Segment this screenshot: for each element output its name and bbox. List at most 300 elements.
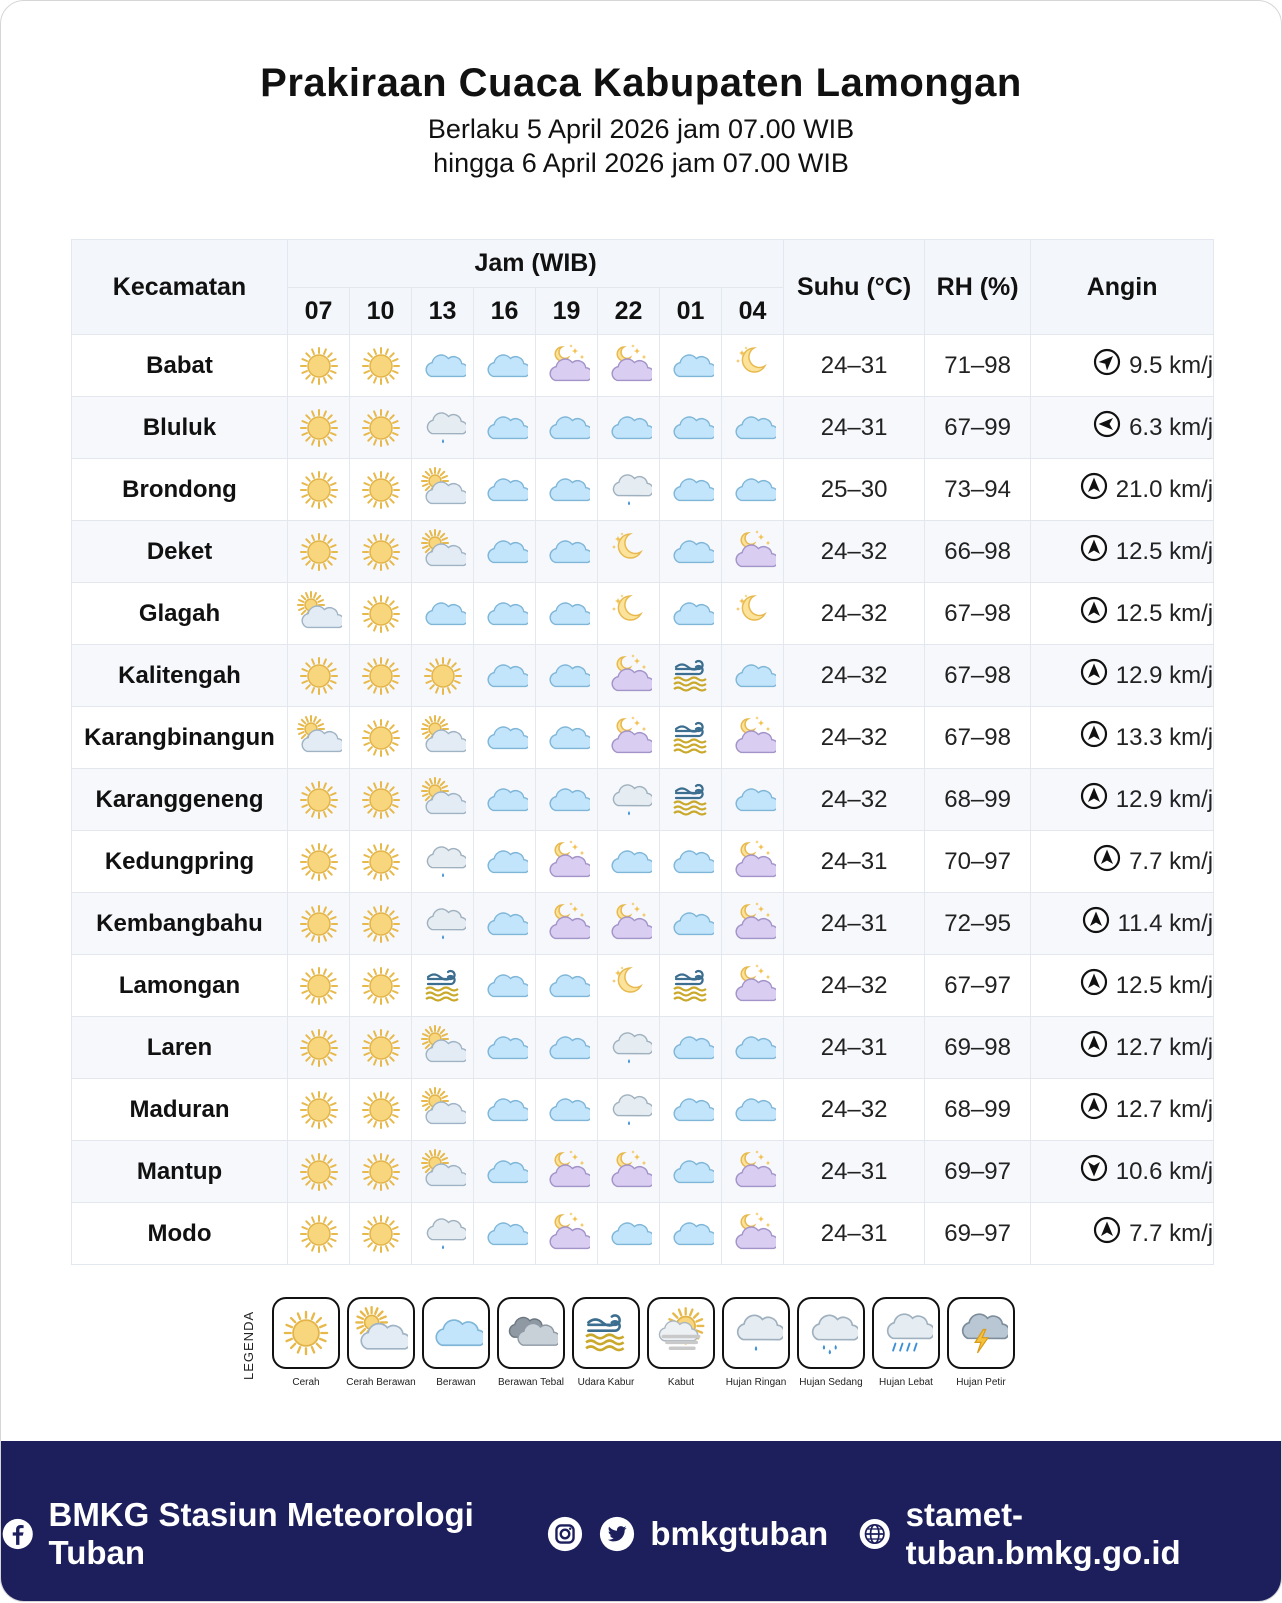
temperature-range: 25–30 (784, 459, 925, 521)
north-arrow-icon (1080, 596, 1108, 631)
cloud-icon (660, 901, 721, 947)
sun-icon (350, 1149, 411, 1195)
sun-icon (288, 1025, 349, 1071)
forecast-cell (536, 335, 598, 397)
light-rain-icon (412, 901, 473, 947)
cloud-icon (474, 1025, 535, 1071)
humidity-range: 68–99 (925, 1079, 1031, 1141)
forecast-cell (722, 1203, 784, 1265)
forecast-cell (536, 707, 598, 769)
moon-cloud-icon (722, 529, 783, 575)
cloud-icon (536, 405, 597, 451)
wind-speed: 7.7 km/j (1129, 1219, 1214, 1247)
globe-icon (858, 1515, 891, 1553)
forecast-cell (474, 335, 536, 397)
humidity-range: 69–97 (925, 1141, 1031, 1203)
hour-header: 19 (536, 288, 598, 335)
sun-icon (288, 1087, 349, 1133)
moon-cloud-icon (722, 901, 783, 947)
forecast-cell (412, 769, 474, 831)
moon-cloud-icon (536, 1211, 597, 1257)
north-arrow-icon (1093, 1216, 1121, 1251)
forecast-cell (660, 831, 722, 893)
forecast-cell (536, 831, 598, 893)
table-row (72, 521, 1214, 583)
forecast-cell (288, 893, 350, 955)
district-name: Kalitengah (72, 645, 288, 707)
legend-item (869, 1297, 943, 1388)
sun-icon (350, 777, 411, 823)
forecast-cell (474, 707, 536, 769)
moon-icon (598, 591, 659, 637)
valid-from: Berlaku 5 April 2026 jam 07.00 WIB (427, 114, 855, 144)
wind-cell (1031, 583, 1214, 645)
wind-cell (1031, 1017, 1214, 1079)
forecast-cell (288, 1141, 350, 1203)
forecast-cell (412, 1141, 474, 1203)
header-district: Kecamatan (72, 240, 288, 335)
moderate-rain-icon (797, 1297, 865, 1369)
forecast-cell (598, 1017, 660, 1079)
northeast-arrow-icon (1093, 348, 1121, 383)
cloud-icon (474, 343, 535, 389)
forecast-cell (722, 955, 784, 1017)
sun-icon (350, 467, 411, 513)
forecast-cell (660, 1079, 722, 1141)
forecast-cell (722, 1079, 784, 1141)
forecast-cell (350, 1141, 412, 1203)
legend-item (344, 1297, 418, 1388)
cloud-icon (660, 467, 721, 513)
moon-icon (722, 343, 783, 389)
legend-item (494, 1297, 568, 1388)
forecast-cell (474, 521, 536, 583)
wind-speed: 13.3 km/j (1115, 723, 1214, 751)
forecast-cell (350, 769, 412, 831)
forecast-cell (660, 893, 722, 955)
sun-icon (288, 777, 349, 823)
cloud-icon (660, 405, 721, 451)
wind-speed: 12.5 km/j (1115, 971, 1214, 999)
table-row (72, 459, 1214, 521)
hour-header: 16 (474, 288, 536, 335)
wind-cell (1031, 769, 1214, 831)
forecast-cell (536, 583, 598, 645)
sun-cloud-icon (412, 1025, 473, 1071)
forecast-cell (536, 1079, 598, 1141)
forecast-cell (722, 1017, 784, 1079)
wind-speed: 21.0 km/j (1115, 475, 1214, 503)
forecast-cell (350, 459, 412, 521)
cloud-icon (474, 653, 535, 699)
forecast-cell (412, 583, 474, 645)
cloud-icon (536, 963, 597, 1009)
forecast-cell (474, 645, 536, 707)
hour-header: 22 (598, 288, 660, 335)
forecast-cell (536, 645, 598, 707)
sun-icon (350, 715, 411, 761)
legend-item (944, 1297, 1018, 1388)
cloud-icon (660, 343, 721, 389)
forecast-cell (412, 1079, 474, 1141)
forecast-cell (722, 1141, 784, 1203)
haze-icon (412, 963, 473, 1009)
haze-icon (660, 777, 721, 823)
north-arrow-icon (1093, 844, 1121, 879)
forecast-cell (288, 1203, 350, 1265)
sun-icon (288, 405, 349, 451)
wind-cell (1031, 335, 1214, 397)
cloud-icon (536, 467, 597, 513)
cloud-icon (474, 777, 535, 823)
forecast-cell (412, 335, 474, 397)
humidity-range: 67–98 (925, 645, 1031, 707)
forecast-cell (474, 1141, 536, 1203)
forecast-cell (660, 955, 722, 1017)
district-name: Karangbinangun (72, 707, 288, 769)
humidity-range: 72–95 (925, 893, 1031, 955)
footer-social-text: bmkgtuban (650, 1515, 829, 1552)
temperature-range: 24–32 (784, 769, 925, 831)
forecast-cell (288, 707, 350, 769)
cloud-icon (722, 653, 783, 699)
forecast-cell (536, 1017, 598, 1079)
cloud-icon (474, 405, 535, 451)
sun-icon (288, 1211, 349, 1257)
forecast-cell (288, 583, 350, 645)
footer (1, 1441, 1281, 1601)
forecast-cell (660, 1203, 722, 1265)
cloud-icon (474, 963, 535, 1009)
district-name: Kembangbahu (72, 893, 288, 955)
north-arrow-icon (1080, 1030, 1108, 1065)
cloud-icon (474, 1087, 535, 1133)
sun-icon (350, 343, 411, 389)
table-row (72, 955, 1214, 1017)
table-row (72, 1079, 1214, 1141)
facebook-icon (1, 1515, 34, 1553)
forecast-cell (660, 1141, 722, 1203)
hour-header: 07 (288, 288, 350, 335)
cloud-icon (722, 405, 783, 451)
heavy-rain-icon (872, 1297, 940, 1369)
sun-icon (350, 405, 411, 451)
forecast-cell (536, 769, 598, 831)
table-row (72, 831, 1214, 893)
moon-icon (722, 591, 783, 637)
forecast-cell (288, 335, 350, 397)
wind-speed: 12.5 km/j (1115, 537, 1214, 565)
cloud-icon (474, 467, 535, 513)
cloud-icon (536, 715, 597, 761)
forecast-cell (722, 707, 784, 769)
forecast-cell (412, 645, 474, 707)
forecast-cell (288, 1079, 350, 1141)
fog-icon (647, 1297, 715, 1369)
header-wind: Angin (1031, 240, 1214, 335)
cloud-icon (598, 1211, 659, 1257)
temperature-range: 24–31 (784, 1141, 925, 1203)
sun-icon (350, 963, 411, 1009)
wind-speed: 7.7 km/j (1129, 847, 1214, 875)
table-row (72, 1203, 1214, 1265)
temperature-range: 24–32 (784, 955, 925, 1017)
legend-title: LEGENDA (241, 1310, 256, 1380)
sun-cloud-icon (412, 1149, 473, 1195)
table-row (72, 397, 1214, 459)
forecast-cell (412, 1017, 474, 1079)
cloud-icon (412, 591, 473, 637)
legend-label: Hujan Ringan (725, 1377, 787, 1388)
light-rain-icon (412, 1211, 473, 1257)
forecast-cell (598, 1079, 660, 1141)
header-rh: RH (%) (925, 240, 1031, 335)
light-rain-icon (598, 777, 659, 823)
forecast-cell (350, 1079, 412, 1141)
temperature-range: 24–31 (784, 1017, 925, 1079)
temperature-range: 24–31 (784, 831, 925, 893)
forecast-cell (598, 1203, 660, 1265)
forecast-cell (660, 459, 722, 521)
forecast-cell (474, 893, 536, 955)
sun-cloud-icon (412, 467, 473, 513)
wind-speed: 6.3 km/j (1129, 413, 1214, 441)
humidity-range: 70–97 (925, 831, 1031, 893)
instagram-icon (546, 1515, 584, 1553)
temperature-range: 24–32 (784, 707, 925, 769)
footer-facebook-text: BMKG Stasiun Meteorologi Tuban (48, 1496, 474, 1571)
sun-cloud-icon (412, 1087, 473, 1133)
forecast-cell (350, 707, 412, 769)
forecast-cell (350, 335, 412, 397)
cloud-icon (422, 1297, 490, 1369)
legend-item (569, 1297, 643, 1388)
forecast-cell (660, 645, 722, 707)
thunderstorm-icon (947, 1297, 1015, 1369)
cloud-icon (660, 1211, 721, 1257)
forecast-cell (412, 521, 474, 583)
wind-cell (1031, 707, 1214, 769)
north-arrow-icon (1080, 472, 1108, 507)
hour-header: 04 (722, 288, 784, 335)
footer-social[interactable] (546, 1515, 828, 1553)
haze-icon (660, 963, 721, 1009)
wind-speed: 12.9 km/j (1115, 661, 1214, 689)
moon-cloud-icon (536, 1149, 597, 1195)
cloud-icon (536, 653, 597, 699)
forecast-cell (660, 769, 722, 831)
table-row (72, 335, 1214, 397)
cloud-icon (598, 405, 659, 451)
header-temp: Suhu (°C) (784, 240, 925, 335)
table-row (72, 1017, 1214, 1079)
sun-icon (412, 653, 473, 699)
sun-icon (272, 1297, 340, 1369)
legend-item (269, 1297, 343, 1388)
wind-speed: 12.5 km/j (1115, 599, 1214, 627)
district-name: Kedungpring (72, 831, 288, 893)
forecast-cell (474, 583, 536, 645)
forecast-cell (722, 769, 784, 831)
north-arrow-icon (1080, 658, 1108, 693)
forecast-cell (474, 831, 536, 893)
forecast-cell (350, 397, 412, 459)
forecast-cell (598, 521, 660, 583)
forecast-cell (474, 1017, 536, 1079)
forecast-cell (474, 769, 536, 831)
moon-cloud-icon (598, 1149, 659, 1195)
district-name: Karanggeneng (72, 769, 288, 831)
header (1, 61, 1281, 180)
table-row (72, 707, 1214, 769)
moon-cloud-icon (598, 901, 659, 947)
table-row (72, 583, 1214, 645)
legend-label: Berawan Tebal (498, 1377, 564, 1388)
sun-cloud-icon (347, 1297, 415, 1369)
humidity-range: 66–98 (925, 521, 1031, 583)
temperature-range: 24–32 (784, 1079, 925, 1141)
forecast-cell (288, 955, 350, 1017)
legend-label: Berawan (436, 1377, 476, 1388)
temperature-range: 24–31 (784, 1203, 925, 1265)
cloud-icon (536, 777, 597, 823)
forecast-cell (350, 521, 412, 583)
forecast-cell (598, 769, 660, 831)
sun-icon (350, 1211, 411, 1257)
district-name: Brondong (72, 459, 288, 521)
forecast-cell (598, 583, 660, 645)
moon-icon (598, 963, 659, 1009)
twitter-icon (598, 1515, 636, 1553)
cloud-icon (660, 591, 721, 637)
sun-cloud-icon (288, 715, 349, 761)
cloud-icon (660, 1149, 721, 1195)
forecast-cell (288, 459, 350, 521)
legend-item (719, 1297, 793, 1388)
hour-header: 01 (660, 288, 722, 335)
legend-label: Hujan Petir (956, 1377, 1006, 1388)
legend-item (419, 1297, 493, 1388)
forecast-cell (474, 397, 536, 459)
sun-icon (350, 901, 411, 947)
forecast-cell (288, 521, 350, 583)
sun-icon (350, 529, 411, 575)
cloud-icon (660, 1087, 721, 1133)
forecast-cell (598, 645, 660, 707)
forecast-cell (660, 521, 722, 583)
cloud-icon (536, 1025, 597, 1071)
forecast-cell (722, 397, 784, 459)
temperature-range: 24–32 (784, 583, 925, 645)
forecast-cell (536, 955, 598, 1017)
footer-website-text: stamet-tuban.bmkg.go.id (905, 1496, 1181, 1571)
sun-icon (288, 1149, 349, 1195)
cloud-icon (536, 1087, 597, 1133)
forecast-cell (722, 831, 784, 893)
legend-item (794, 1297, 868, 1388)
district-name: Modo (72, 1203, 288, 1265)
forecast-cell (412, 707, 474, 769)
sun-icon (288, 901, 349, 947)
legend-item (644, 1297, 718, 1388)
haze-icon (572, 1297, 640, 1369)
moon-cloud-icon (722, 839, 783, 885)
temperature-range: 24–32 (784, 521, 925, 583)
table-row (72, 769, 1214, 831)
forecast-cell (536, 459, 598, 521)
north-arrow-icon (1080, 720, 1108, 755)
forecast-cell (660, 397, 722, 459)
district-name: Bluluk (72, 397, 288, 459)
district-name: Babat (72, 335, 288, 397)
moon-cloud-icon (536, 343, 597, 389)
forecast-cell (412, 893, 474, 955)
moon-cloud-icon (722, 963, 783, 1009)
legend-label: Hujan Sedang (799, 1377, 863, 1388)
wind-cell (1031, 459, 1214, 521)
forecast-cell (474, 955, 536, 1017)
footer-website[interactable] (858, 1496, 1251, 1572)
moon-cloud-icon (598, 343, 659, 389)
south-arrow-icon (1080, 1154, 1108, 1189)
forecast-table (71, 239, 1214, 1265)
light-rain-icon (598, 467, 659, 513)
wind-cell (1031, 831, 1214, 893)
district-name: Deket (72, 521, 288, 583)
west-arrow-icon (1093, 410, 1121, 445)
temperature-range: 24–32 (784, 645, 925, 707)
page-title: Prakiraan Cuaca Kabupaten Lamongan (260, 61, 1022, 105)
wind-cell (1031, 521, 1214, 583)
forecast-cell (288, 397, 350, 459)
forecast-cell (350, 831, 412, 893)
forecast-cell (536, 893, 598, 955)
district-name: Mantup (72, 1141, 288, 1203)
cloud-icon (660, 1025, 721, 1071)
sun-icon (288, 343, 349, 389)
cloud-icon (474, 1149, 535, 1195)
forecast-cell (474, 459, 536, 521)
wind-speed: 11.4 km/j (1117, 909, 1214, 937)
cloud-icon (536, 529, 597, 575)
forecast-cell (536, 521, 598, 583)
cloud-icon (412, 343, 473, 389)
forecast-cell (598, 1141, 660, 1203)
light-rain-icon (598, 1087, 659, 1133)
wind-speed: 10.6 km/j (1115, 1157, 1214, 1185)
legend-label: Hujan Lebat (879, 1377, 933, 1388)
wind-cell (1031, 397, 1214, 459)
forecast-cell (722, 583, 784, 645)
forecast-cell (598, 459, 660, 521)
humidity-range: 73–94 (925, 459, 1031, 521)
sun-icon (350, 653, 411, 699)
forecast-rows (72, 335, 1214, 1265)
forecast-cell (350, 955, 412, 1017)
wind-cell (1031, 1141, 1214, 1203)
haze-icon (660, 715, 721, 761)
wind-speed: 12.7 km/j (1115, 1033, 1214, 1061)
north-arrow-icon (1082, 906, 1110, 941)
footer-facebook[interactable] (1, 1496, 516, 1572)
light-rain-icon (412, 839, 473, 885)
cloud-icon (598, 839, 659, 885)
sun-cloud-icon (412, 777, 473, 823)
north-arrow-icon (1080, 1092, 1108, 1127)
forecast-cell (350, 1017, 412, 1079)
humidity-range: 71–98 (925, 335, 1031, 397)
north-arrow-icon (1080, 782, 1108, 817)
